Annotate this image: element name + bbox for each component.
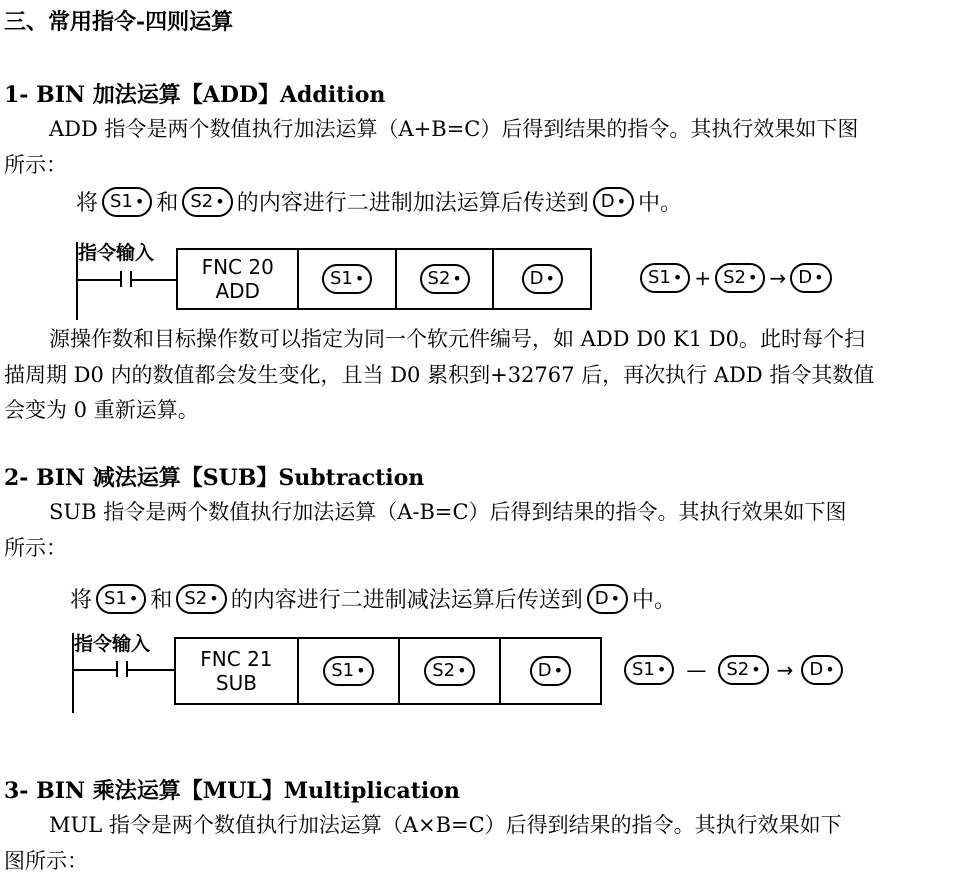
operand-s2: S2 • — [420, 264, 470, 294]
add-instruction-box — [176, 248, 592, 310]
add-equation — [636, 263, 836, 293]
wire — [132, 279, 176, 281]
mul-desc-line1: MUL 指令是两个数值执行加法运算（A×B=C）后得到结果的指令。其执行效果如下 — [4, 808, 930, 844]
operand-d: D • — [593, 187, 634, 217]
minus-sign: — — [686, 658, 706, 682]
operand-d: D • — [587, 584, 628, 614]
operand-s1: S1 • — [96, 584, 146, 614]
mul-desc-line2: 图所示： — [4, 844, 930, 879]
sub-instruction-box — [174, 637, 602, 705]
sub-note-and: 和 — [150, 583, 172, 614]
sub-equation — [620, 655, 847, 685]
sub-note — [70, 583, 676, 614]
operand-s1: S1 • — [323, 656, 373, 686]
wire — [74, 669, 116, 671]
sub-description — [4, 495, 930, 566]
sub-cell-s1 — [299, 639, 400, 703]
sub-desc-line1: SUB 指令是两个数值执行加法运算（A-B=C）后得到结果的指令。其执行效果如下图 — [4, 495, 930, 531]
operand-s2: S2 • — [715, 263, 765, 293]
mul-description — [4, 808, 930, 879]
sub-fnc-cell — [176, 639, 299, 703]
add-ladder-diagram — [78, 238, 598, 322]
sub-ladder-diagram — [74, 629, 604, 713]
add-remark-line1: 源操作数和目标操作数可以指定为同一个软元件编号，如 ADD D0 K1 D0。此时每个扫 — [4, 322, 930, 358]
mul-heading: 3- BIN 乘法运算【MUL】Multiplication — [4, 777, 460, 805]
operand-s2: S2 • — [424, 656, 474, 686]
add-ladder-label: 指令输入 — [78, 238, 154, 265]
sub-desc-line2: 所示： — [4, 531, 930, 567]
sub-cell-d — [501, 639, 600, 703]
sub-note-prefix: 将 — [70, 583, 92, 614]
sub-ladder-label: 指令输入 — [74, 629, 150, 656]
sub-heading: 2- BIN 减法运算【SUB】Subtraction — [4, 464, 424, 492]
sub-fnc-name: SUB — [216, 671, 257, 695]
add-remark-line2: 描周期 D0 内的数值都会发生变化，且当 D0 累积到+32767 后，再次执行 ADD 指令其数值 — [4, 358, 930, 394]
operand-d: D • — [522, 264, 563, 294]
add-description — [4, 112, 930, 183]
sub-cell-s2 — [400, 639, 501, 703]
operand-s1: S1 • — [102, 187, 152, 217]
add-cell-s2 — [397, 250, 495, 308]
operand-d: D • — [801, 655, 842, 685]
wire — [128, 669, 174, 671]
add-remark-line3: 会变为 0 重新运算。 — [4, 393, 930, 429]
add-note — [76, 186, 682, 217]
operand-s2: S2 • — [718, 655, 768, 685]
add-desc-line2: 所示： — [4, 148, 930, 184]
add-cell-s1 — [299, 250, 397, 308]
sub-note-mid: 的内容进行二进制减法运算后传送到 — [231, 583, 583, 614]
add-fnc-name: ADD — [215, 279, 259, 303]
add-fnc-cell — [178, 250, 299, 308]
plus-sign: + — [694, 266, 711, 290]
add-note-suffix: 中。 — [638, 186, 682, 217]
add-remark — [4, 322, 930, 429]
wire — [78, 279, 120, 281]
operand-d: D • — [790, 263, 831, 293]
sub-note-suffix: 中。 — [632, 583, 676, 614]
add-desc-line1: ADD 指令是两个数值执行加法运算（A+B=C）后得到结果的指令。其执行效果如下图 — [4, 112, 930, 148]
operand-s1: S1 • — [624, 655, 674, 685]
add-note-prefix: 将 — [76, 186, 98, 217]
input-contact — [116, 661, 128, 677]
arrow-icon: → — [777, 658, 794, 682]
input-contact — [120, 271, 132, 287]
operand-s1: S1 • — [640, 263, 690, 293]
add-note-mid: 的内容进行二进制加法运算后传送到 — [237, 186, 589, 217]
operand-d: D • — [530, 656, 571, 686]
add-fnc-code: FNC 20 — [202, 255, 274, 279]
arrow-icon: → — [769, 266, 786, 290]
add-note-and: 和 — [156, 186, 178, 217]
operand-s2: S2 • — [182, 187, 232, 217]
sub-fnc-code: FNC 21 — [200, 647, 272, 671]
operand-s1: S1 • — [322, 264, 372, 294]
section-title: 三、常用指令-四则运算 — [4, 8, 233, 36]
add-heading: 1- BIN 加法运算【ADD】Addition — [4, 81, 385, 109]
operand-s2: S2 • — [176, 584, 226, 614]
add-cell-d — [494, 250, 590, 308]
